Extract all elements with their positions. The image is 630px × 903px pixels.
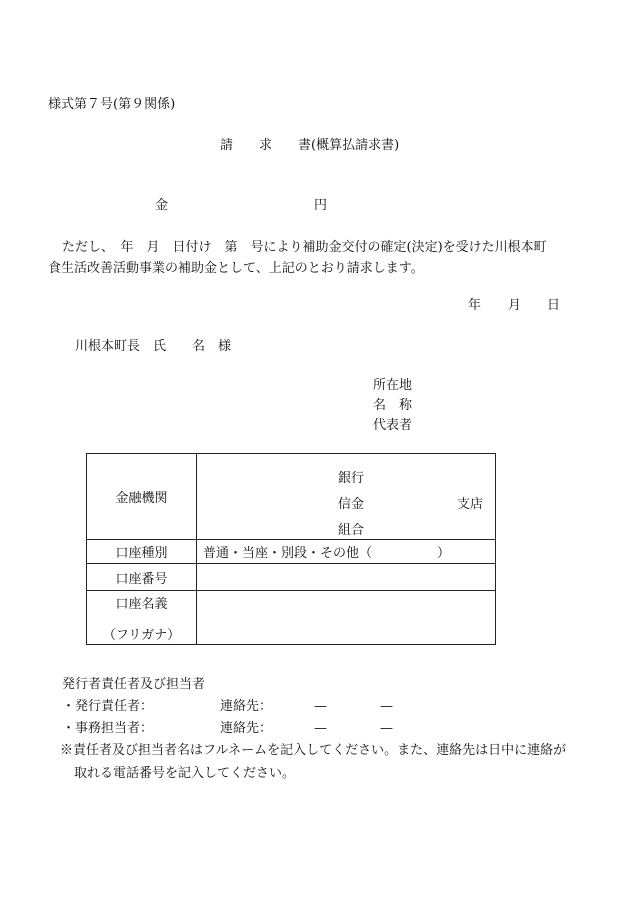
account-type-label: 口座種別	[87, 540, 197, 564]
institution-branch: 支店	[457, 496, 484, 512]
account-name-field[interactable]	[197, 591, 496, 645]
body-line-1: ただし、 年 月 日付け 第 号により補助金交付の確定(決定)を受けた川根本町	[62, 240, 547, 255]
body-line-2: 食生活改善活動事業の補助金として、上記のとおり請求します。	[48, 261, 424, 276]
form-number: 様式第７号(第９関係)	[48, 97, 176, 112]
account-type-options[interactable]: 普通・当座・別段・その他（ ）	[197, 540, 496, 564]
bank-account-table	[86, 453, 496, 645]
staff-dash-2: —	[380, 721, 393, 736]
furigana-label: （フリガナ）	[102, 627, 181, 643]
responsible-contact-label: 連絡先：	[220, 699, 273, 714]
date-year: 年	[468, 298, 482, 313]
responsible-dash-1: —	[314, 699, 327, 714]
amount-kin-label: 金	[155, 198, 169, 213]
applicant-rep-label: 代表者	[373, 418, 413, 433]
institution-kumiai: 組合	[338, 522, 365, 538]
responsible-label: ・発行責任者：	[62, 699, 154, 714]
date-month: 月	[508, 298, 522, 313]
institution-cell[interactable]	[197, 454, 496, 540]
applicant-name-label: 名 称	[373, 398, 413, 413]
account-number-label: 口座番号	[87, 564, 197, 591]
applicant-address-label: 所在地	[373, 378, 413, 393]
account-number-field[interactable]	[197, 564, 496, 591]
institution-label: 金融機関	[87, 454, 197, 540]
staff-contact-label: 連絡先：	[220, 721, 273, 736]
responsible-dash-2: —	[380, 699, 393, 714]
institution-bank: 銀行	[338, 470, 365, 486]
account-name-label-cell	[87, 591, 197, 645]
addressee: 川根本町長 氏 名 様	[75, 339, 232, 354]
note-line-2: 取れる電話番号を記入してください。	[74, 766, 296, 781]
account-name-label: 口座名義	[115, 596, 168, 612]
institution-shinkin: 信金	[338, 496, 365, 512]
contacts-heading: 発行者責任者及び担当者	[62, 677, 206, 692]
page-title: 請 求 書(概算払請求書)	[220, 138, 400, 153]
note-line-1: ※責任者及び担当者名はフルネームを記入してください。また、連絡先は日中に連絡が	[60, 743, 567, 758]
staff-dash-1: —	[314, 721, 327, 736]
amount-en-label: 円	[314, 198, 328, 213]
staff-label: ・事務担当者：	[62, 721, 154, 736]
date-day: 日	[547, 298, 561, 313]
